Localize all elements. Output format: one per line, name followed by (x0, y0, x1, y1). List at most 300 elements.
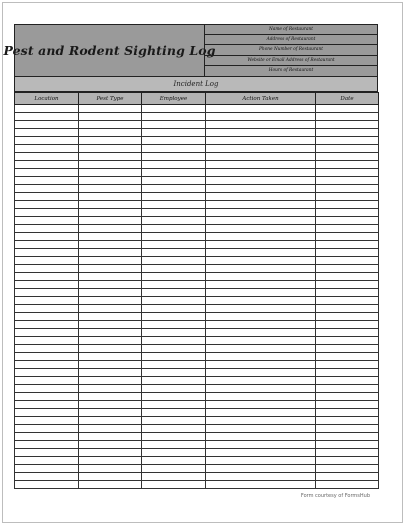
location-cell[interactable] (15, 201, 79, 209)
location-cell[interactable] (15, 393, 79, 401)
table-row (15, 473, 379, 481)
date-cell[interactable] (316, 193, 379, 201)
action-taken-cell[interactable] (206, 425, 316, 433)
table-row (15, 177, 379, 185)
location-cell[interactable] (15, 193, 79, 201)
employee-cell[interactable] (142, 385, 206, 393)
date-cell[interactable] (316, 113, 379, 121)
action-taken-cell[interactable] (206, 161, 316, 169)
date-cell[interactable] (316, 185, 379, 193)
date-cell[interactable] (316, 481, 379, 489)
table-row (15, 449, 379, 457)
column-header-employee: Employee (142, 93, 206, 105)
pest-type-cell[interactable] (79, 257, 142, 265)
employee-cell[interactable] (142, 273, 206, 281)
table-row (15, 457, 379, 465)
location-cell[interactable] (15, 465, 79, 473)
date-cell[interactable] (316, 209, 379, 217)
column-header-action-taken: Action Taken (206, 93, 316, 105)
employee-cell[interactable] (142, 249, 206, 257)
employee-cell[interactable] (142, 281, 206, 289)
location-cell[interactable] (15, 353, 79, 361)
employee-cell[interactable] (142, 201, 206, 209)
action-taken-cell[interactable] (206, 281, 316, 289)
pest-type-cell[interactable] (79, 313, 142, 321)
action-taken-cell[interactable] (206, 449, 316, 457)
employee-cell[interactable] (142, 329, 206, 337)
location-cell[interactable] (15, 473, 79, 481)
date-cell[interactable] (316, 425, 379, 433)
table-row (15, 385, 379, 393)
pest-type-cell[interactable] (79, 225, 142, 233)
table-row (15, 361, 379, 369)
location-cell[interactable] (15, 305, 79, 313)
action-taken-cell[interactable] (206, 105, 316, 113)
column-header-pest-type: Pest Type (79, 93, 142, 105)
action-taken-cell[interactable] (206, 233, 316, 241)
table-row (15, 329, 379, 337)
location-cell[interactable] (15, 225, 79, 233)
pest-type-cell[interactable] (79, 289, 142, 297)
employee-cell[interactable] (142, 209, 206, 217)
location-cell[interactable] (15, 433, 79, 441)
employee-cell[interactable] (142, 313, 206, 321)
pest-type-cell[interactable] (79, 393, 142, 401)
employee-cell[interactable] (142, 409, 206, 417)
employee-cell[interactable] (142, 113, 206, 121)
table-row (15, 289, 379, 297)
employee-cell[interactable] (142, 345, 206, 353)
employee-cell[interactable] (142, 289, 206, 297)
location-cell[interactable] (15, 209, 79, 217)
location-cell[interactable] (15, 241, 79, 249)
employee-cell[interactable] (142, 137, 206, 145)
pest-type-cell[interactable] (79, 297, 142, 305)
date-cell[interactable] (316, 129, 379, 137)
employee-cell[interactable] (142, 417, 206, 425)
table-row (15, 209, 379, 217)
pest-type-cell[interactable] (79, 417, 142, 425)
employee-cell[interactable] (142, 217, 206, 225)
action-taken-cell[interactable] (206, 225, 316, 233)
date-cell[interactable] (316, 217, 379, 225)
table-row (15, 153, 379, 161)
employee-cell[interactable] (142, 257, 206, 265)
table-row (15, 313, 379, 321)
action-taken-cell[interactable] (206, 345, 316, 353)
location-cell[interactable] (15, 345, 79, 353)
employee-cell[interactable] (142, 185, 206, 193)
date-cell[interactable] (316, 145, 379, 153)
action-taken-cell[interactable] (206, 297, 316, 305)
location-cell[interactable] (15, 249, 79, 257)
table-row (15, 161, 379, 169)
pest-type-cell[interactable] (79, 273, 142, 281)
date-cell[interactable] (316, 241, 379, 249)
action-taken-cell[interactable] (206, 433, 316, 441)
table-row (15, 441, 379, 449)
table-row (15, 249, 379, 257)
date-cell[interactable] (316, 377, 379, 385)
date-cell[interactable] (316, 369, 379, 377)
action-taken-cell[interactable] (206, 193, 316, 201)
employee-cell[interactable] (142, 481, 206, 489)
table-row (15, 417, 379, 425)
action-taken-cell[interactable] (206, 217, 316, 225)
employee-cell[interactable] (142, 377, 206, 385)
employee-cell[interactable] (142, 145, 206, 153)
restaurant-phone-field[interactable]: Phone Number of Restaurant (205, 45, 377, 55)
table-row (15, 233, 379, 241)
location-cell[interactable] (15, 481, 79, 489)
table-row (15, 273, 379, 281)
table-row (15, 169, 379, 177)
location-cell[interactable] (15, 281, 79, 289)
employee-cell[interactable] (142, 265, 206, 273)
action-taken-cell[interactable] (206, 441, 316, 449)
pest-type-cell[interactable] (79, 465, 142, 473)
table-row (15, 377, 379, 385)
date-cell[interactable] (316, 257, 379, 265)
location-cell[interactable] (15, 401, 79, 409)
footer-credit: Form courtesy of FormsHub (300, 493, 370, 499)
date-cell[interactable] (316, 249, 379, 257)
pest-type-cell[interactable] (79, 345, 142, 353)
date-cell[interactable] (316, 361, 379, 369)
date-cell[interactable] (316, 305, 379, 313)
employee-cell[interactable] (142, 105, 206, 113)
table-row (15, 145, 379, 153)
pest-type-cell[interactable] (79, 217, 142, 225)
location-cell[interactable] (15, 369, 79, 377)
date-cell[interactable] (316, 417, 379, 425)
table-row (15, 369, 379, 377)
date-cell[interactable] (316, 233, 379, 241)
action-taken-cell[interactable] (206, 473, 316, 481)
location-cell[interactable] (15, 457, 79, 465)
employee-cell[interactable] (142, 305, 206, 313)
action-taken-cell[interactable] (206, 201, 316, 209)
pest-type-cell[interactable] (79, 233, 142, 241)
action-taken-cell[interactable] (206, 273, 316, 281)
date-cell[interactable] (316, 169, 379, 177)
table-row (15, 257, 379, 265)
date-cell[interactable] (316, 441, 379, 449)
employee-cell[interactable] (142, 225, 206, 233)
restaurant-address-field[interactable]: Address of Restaurant (205, 35, 377, 45)
action-taken-cell[interactable] (206, 329, 316, 337)
employee-cell[interactable] (142, 193, 206, 201)
location-cell[interactable] (15, 105, 79, 113)
location-cell[interactable] (15, 329, 79, 337)
pest-type-cell[interactable] (79, 185, 142, 193)
employee-cell[interactable] (142, 449, 206, 457)
action-taken-cell[interactable] (206, 185, 316, 193)
table-row (15, 137, 379, 145)
date-cell[interactable] (316, 409, 379, 417)
location-cell[interactable] (15, 289, 79, 297)
location-cell[interactable] (15, 441, 79, 449)
date-cell[interactable] (316, 177, 379, 185)
pest-type-cell[interactable] (79, 137, 142, 145)
action-taken-cell[interactable] (206, 209, 316, 217)
date-cell[interactable] (316, 473, 379, 481)
action-taken-cell[interactable] (206, 265, 316, 273)
location-cell[interactable] (15, 337, 79, 345)
date-cell[interactable] (316, 161, 379, 169)
action-taken-cell[interactable] (206, 417, 316, 425)
date-cell[interactable] (316, 393, 379, 401)
table-row (15, 281, 379, 289)
date-cell[interactable] (316, 345, 379, 353)
log-rows (15, 105, 379, 489)
action-taken-cell[interactable] (206, 289, 316, 297)
location-cell[interactable] (15, 233, 79, 241)
employee-cell[interactable] (142, 321, 206, 329)
location-cell[interactable] (15, 217, 79, 225)
table-row (15, 201, 379, 209)
date-cell[interactable] (316, 289, 379, 297)
restaurant-name-field[interactable]: Name of Restaurant (205, 25, 377, 35)
employee-cell[interactable] (142, 241, 206, 249)
location-cell[interactable] (15, 121, 79, 129)
date-cell[interactable] (316, 201, 379, 209)
table-row (15, 193, 379, 201)
date-cell[interactable] (316, 105, 379, 113)
employee-cell[interactable] (142, 233, 206, 241)
action-taken-cell[interactable] (206, 369, 316, 377)
location-cell[interactable] (15, 265, 79, 273)
date-cell[interactable] (316, 265, 379, 273)
location-cell[interactable] (15, 417, 79, 425)
action-taken-cell[interactable] (206, 337, 316, 345)
action-taken-cell[interactable] (206, 401, 316, 409)
action-taken-cell[interactable] (206, 393, 316, 401)
location-cell[interactable] (15, 425, 79, 433)
table-row (15, 129, 379, 137)
employee-cell[interactable] (142, 129, 206, 137)
date-cell[interactable] (316, 465, 379, 473)
employee-cell[interactable] (142, 393, 206, 401)
restaurant-hours-field[interactable]: Hours of Restaurant (268, 68, 314, 74)
location-cell[interactable] (15, 385, 79, 393)
date-cell[interactable] (316, 401, 379, 409)
location-cell[interactable] (15, 273, 79, 281)
table-row (15, 185, 379, 193)
action-taken-cell[interactable] (206, 241, 316, 249)
pest-type-cell[interactable] (79, 449, 142, 457)
pest-type-cell[interactable] (79, 481, 142, 489)
pest-type-cell[interactable] (79, 321, 142, 329)
employee-cell[interactable] (142, 401, 206, 409)
action-taken-cell[interactable] (206, 385, 316, 393)
location-cell[interactable] (15, 145, 79, 153)
action-taken-cell[interactable] (206, 121, 316, 129)
table-row (15, 353, 379, 361)
table-row (15, 409, 379, 417)
column-header-date: Date (316, 93, 379, 105)
date-cell[interactable] (316, 337, 379, 345)
employee-cell[interactable] (142, 465, 206, 473)
pest-type-cell[interactable] (79, 409, 142, 417)
pest-type-cell[interactable] (79, 169, 142, 177)
table-row (15, 345, 379, 353)
date-cell[interactable] (316, 313, 379, 321)
location-cell[interactable] (15, 313, 79, 321)
pest-type-cell[interactable] (79, 425, 142, 433)
pest-type-cell[interactable] (79, 105, 142, 113)
pest-type-cell[interactable] (79, 401, 142, 409)
date-cell[interactable] (316, 449, 379, 457)
employee-cell[interactable] (142, 473, 206, 481)
employee-cell[interactable] (142, 297, 206, 305)
pest-type-cell[interactable] (79, 129, 142, 137)
table-row (15, 337, 379, 345)
pest-type-cell[interactable] (79, 281, 142, 289)
employee-cell[interactable] (142, 153, 206, 161)
location-cell[interactable] (15, 137, 79, 145)
action-taken-cell[interactable] (206, 137, 316, 145)
location-cell[interactable] (15, 257, 79, 265)
location-cell[interactable] (15, 321, 79, 329)
employee-cell[interactable] (142, 121, 206, 129)
employee-cell[interactable] (142, 441, 206, 449)
table-row (15, 121, 379, 129)
pest-type-cell[interactable] (79, 113, 142, 121)
table-row (15, 481, 379, 489)
pest-type-cell[interactable] (79, 177, 142, 185)
location-cell[interactable] (15, 449, 79, 457)
pest-type-cell[interactable] (79, 337, 142, 345)
employee-cell[interactable] (142, 369, 206, 377)
location-cell[interactable] (15, 113, 79, 121)
restaurant-website-field[interactable]: Website or Email Address of Restaurant (205, 56, 377, 66)
date-cell[interactable] (316, 297, 379, 305)
employee-cell[interactable] (142, 353, 206, 361)
location-cell[interactable] (15, 161, 79, 169)
date-cell[interactable] (316, 457, 379, 465)
employee-cell[interactable] (142, 169, 206, 177)
employee-cell[interactable] (142, 425, 206, 433)
action-taken-cell[interactable] (206, 129, 316, 137)
employee-cell[interactable] (142, 337, 206, 345)
pest-type-cell[interactable] (79, 241, 142, 249)
location-cell[interactable] (15, 177, 79, 185)
table-row (15, 465, 379, 473)
employee-cell[interactable] (142, 177, 206, 185)
table-row (15, 225, 379, 233)
action-taken-cell[interactable] (206, 481, 316, 489)
action-taken-cell[interactable] (206, 457, 316, 465)
pest-type-cell[interactable] (79, 153, 142, 161)
action-taken-cell[interactable] (206, 153, 316, 161)
date-cell[interactable] (316, 225, 379, 233)
action-taken-cell[interactable] (206, 305, 316, 313)
pest-type-cell[interactable] (79, 353, 142, 361)
action-taken-cell[interactable] (206, 257, 316, 265)
table-row (15, 217, 379, 225)
pest-type-cell[interactable] (79, 369, 142, 377)
action-taken-cell[interactable] (206, 377, 316, 385)
location-cell[interactable] (15, 129, 79, 137)
employee-cell[interactable] (142, 433, 206, 441)
employee-cell[interactable] (142, 457, 206, 465)
action-taken-cell[interactable] (206, 177, 316, 185)
date-cell[interactable] (316, 321, 379, 329)
location-cell[interactable] (15, 297, 79, 305)
action-taken-cell[interactable] (206, 249, 316, 257)
pest-type-cell[interactable] (79, 441, 142, 449)
column-header-row (15, 93, 379, 105)
action-taken-cell[interactable] (206, 145, 316, 153)
restaurant-info-fields (205, 25, 377, 76)
pest-type-cell[interactable] (79, 433, 142, 441)
form-title-cell (3, 25, 216, 76)
location-cell[interactable] (15, 361, 79, 369)
date-cell[interactable] (316, 433, 379, 441)
location-cell[interactable] (15, 153, 79, 161)
date-cell[interactable] (316, 121, 379, 129)
table-row (15, 433, 379, 441)
action-taken-cell[interactable] (206, 361, 316, 369)
pest-type-cell[interactable] (79, 329, 142, 337)
action-taken-cell[interactable] (206, 321, 316, 329)
location-cell[interactable] (15, 169, 79, 177)
pest-type-cell[interactable] (79, 377, 142, 385)
pest-type-cell[interactable] (79, 457, 142, 465)
pest-type-cell[interactable] (79, 193, 142, 201)
date-cell[interactable] (316, 273, 379, 281)
pest-type-cell[interactable] (79, 473, 142, 481)
pest-type-cell[interactable] (79, 385, 142, 393)
date-cell[interactable] (316, 137, 379, 145)
table-row (15, 105, 379, 113)
table-row (15, 297, 379, 305)
location-cell[interactable] (15, 185, 79, 193)
action-taken-cell[interactable] (206, 169, 316, 177)
column-header-location: Location (15, 93, 79, 105)
employee-cell[interactable] (142, 361, 206, 369)
date-cell[interactable] (316, 281, 379, 289)
pest-type-cell[interactable] (79, 305, 142, 313)
action-taken-cell[interactable] (206, 409, 316, 417)
table-row (15, 305, 379, 313)
pest-type-cell[interactable] (79, 201, 142, 209)
employee-cell[interactable] (142, 161, 206, 169)
date-cell[interactable] (316, 385, 379, 393)
action-taken-cell[interactable] (206, 113, 316, 121)
table-row (15, 113, 379, 121)
pest-type-cell[interactable] (79, 209, 142, 217)
action-taken-cell[interactable] (206, 465, 316, 473)
pest-type-cell[interactable] (79, 161, 142, 169)
pest-type-cell[interactable] (79, 121, 142, 129)
date-cell[interactable] (316, 353, 379, 361)
pest-type-cell[interactable] (79, 145, 142, 153)
action-taken-cell[interactable] (206, 353, 316, 361)
pest-type-cell[interactable] (79, 249, 142, 257)
action-taken-cell[interactable] (206, 313, 316, 321)
table-row (15, 425, 379, 433)
location-cell[interactable] (15, 409, 79, 417)
date-cell[interactable] (316, 153, 379, 161)
table-row (15, 321, 379, 329)
pest-type-cell[interactable] (79, 361, 142, 369)
table-row (15, 241, 379, 249)
date-cell[interactable] (316, 329, 379, 337)
location-cell[interactable] (15, 377, 79, 385)
pest-type-cell[interactable] (79, 265, 142, 273)
